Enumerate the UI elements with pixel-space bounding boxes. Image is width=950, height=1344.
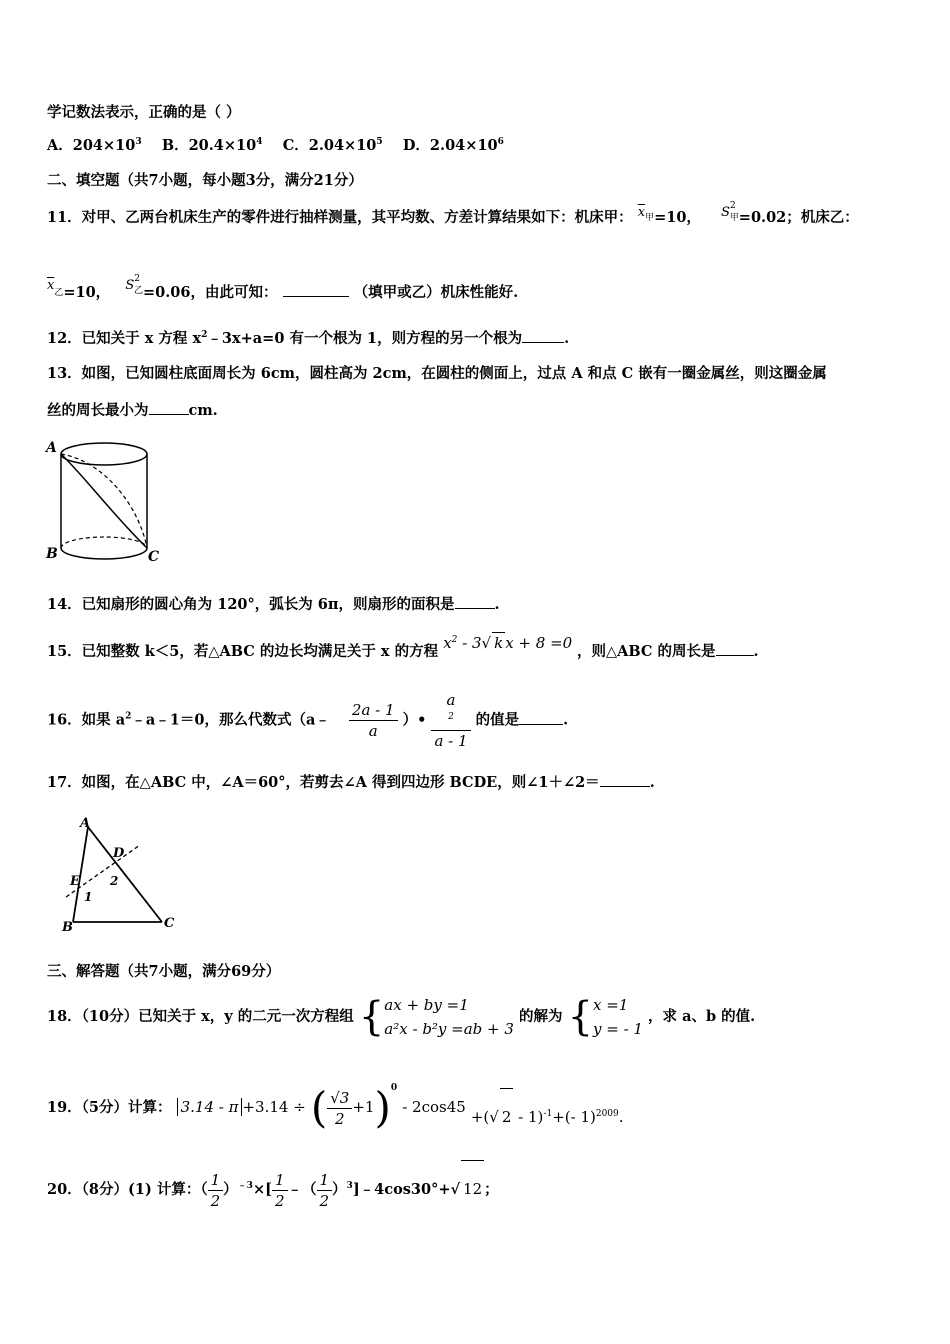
q14-answer-blank[interactable] (455, 594, 495, 609)
q11-line1: 11．对甲、乙两台机床生产的零件进行抽样测量，其平均数、方差计算结果如下：机床甲： $\overline{x}$甲=10， $S^2$甲=0.02；机床乙： (47, 201, 859, 226)
option-c: C．$2.04\times 10^5$ (282, 137, 383, 154)
q18: 18．（10分）已知关于 x，y 的二元一次方程组 { ax + by =1 a²x - b²y =ab + 3 的解为 { x =1 y = - 1 ，求 a、b 的值. (47, 994, 756, 1040)
option-d: D．$2.04\times 10^6$ (402, 137, 504, 154)
q11-answer-blank[interactable] (283, 282, 349, 297)
q15: 15．已知整数 k＜5，若△ABC 的边长均满足关于 x 的方程 $x^2 - 3√$ k x + 8 =0 ，则△ABC 的周长是 . (47, 634, 759, 660)
wire-front (61, 454, 147, 548)
cylinder-figure (44, 436, 174, 566)
q20: 20．（8分）(1) 计算：（ $\frac{1}{2}$ ）$^{﹣3}$×[ $\frac{1}{2}$ ﹣（ $\frac{1}{2}$ ）$^3$]﹣4cos30°+√ 12 ； (47, 1160, 499, 1218)
q12: 12．已知关于 x 方程 $x^2﹣3x+a=0$ 有一个根为 1，则方程的另一个根为 . (47, 330, 570, 347)
q14: 14．已知扇形的圆心角为 120°，弧长为 6π，则扇形的面积是 . (47, 596, 500, 613)
q13-line1: 13．如图，已知圆柱底面周长为 6cm，圆柱高为 2cm，在圆柱的侧面上，过点 A 和点 C 嵌有一圈金属丝，则这圈金属 (47, 365, 827, 382)
q17: 17．如图，在△ABC 中，∠A＝60°，若剪去∠A 得到四边形 BCDE，则∠1＋∠2＝ . (47, 774, 655, 791)
q11-line2: $\overline{x}$乙=10， $S^{2乙}=0.06$，由此可知： （填甲或乙）机床性能好. (47, 274, 519, 301)
q16-answer-blank[interactable] (519, 710, 563, 725)
cylinder-top-ellipse (61, 443, 147, 465)
q10-options (47, 136, 504, 156)
q19: 19．（5分）计算： 3.14 - π +3.14 ÷ ( $\frac{√3}{2}$ +1)$^0$ - 2cos45 +(√ 2 - 1)$^{-1}$+(- 1)$^{2009}$. (47, 1078, 624, 1136)
side-ac (88, 827, 162, 922)
label-angle-1: 1 (84, 890, 93, 904)
cylinder-bottom-front (61, 548, 147, 559)
section-3-heading: 三、解答题（共7小题，满分69分） (47, 963, 281, 980)
option-b: B．$20.4\times 10^4$ (161, 137, 263, 154)
q17-answer-blank[interactable] (600, 772, 650, 787)
q18-system: ax + by =1 a²x - b²y =ab + 3 (384, 996, 514, 1038)
label-d: D (113, 846, 125, 861)
q15-answer-blank[interactable] (716, 641, 754, 656)
q12-answer-blank[interactable] (522, 328, 564, 343)
label-angle-2: 2 (110, 874, 119, 888)
q10-stem-tail: 学记数法表示，正确的是（ ） (47, 104, 241, 121)
label-c: C (164, 916, 175, 931)
label-a: A (46, 440, 57, 456)
label-a: A (80, 816, 91, 831)
label-c: C (148, 549, 160, 565)
label-b: B (62, 920, 73, 935)
cut-line-de (66, 845, 140, 897)
q16: 16．如果 $a^2﹣a﹣1=0$，那么代数式（a﹣ $\frac{2a - 1}{a}$ ）• a $^2$ a - 1 的值是 . (47, 691, 569, 750)
q13-answer-blank[interactable] (149, 400, 189, 415)
q16-fraction-2: a $^2$ a - 1 (431, 690, 470, 751)
q13-line2: 丝的周长最小为 cm. (47, 402, 218, 419)
label-b: B (46, 546, 58, 562)
triangle-figure (58, 815, 183, 935)
option-a: A．$204\times 10^3$ (47, 137, 142, 154)
cylinder-bottom-back (61, 537, 147, 548)
section-2-heading: 二、填空题（共7小题，每小题3分，满分21分） (47, 172, 363, 189)
q18-solution: x =1 y = - 1 (593, 996, 643, 1038)
q16-fraction-1: $\frac{2a - 1}{a}$ (349, 700, 398, 741)
label-e: E (70, 874, 80, 889)
